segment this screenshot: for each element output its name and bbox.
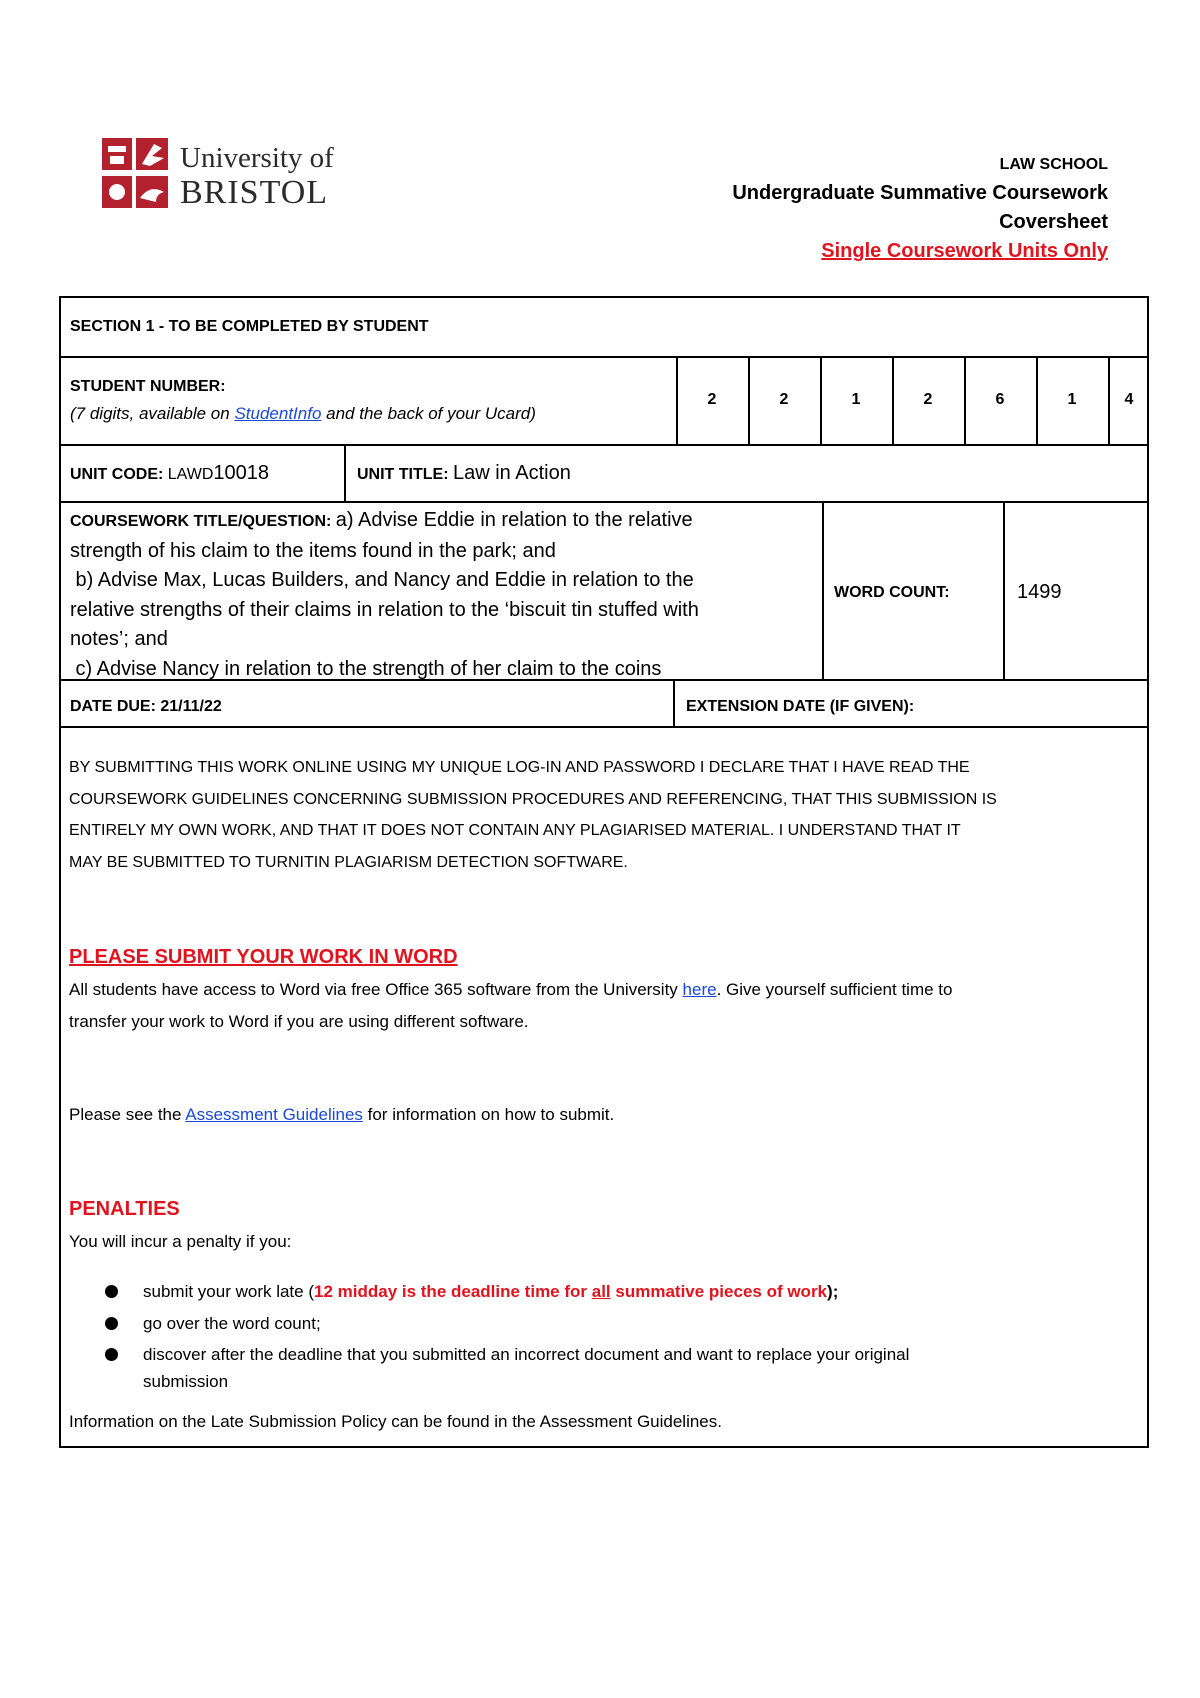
row-divider — [59, 356, 1149, 358]
guidelines-line: Please see the Assessment Guidelines for information on how to submit. — [69, 1105, 615, 1124]
student-number-digit: 4 — [1124, 391, 1134, 408]
student-number-digit: 1 — [851, 391, 861, 408]
extension-date: EXTENSION DATE (IF GIVEN): — [686, 698, 915, 715]
bullet-icon — [105, 1285, 118, 1298]
row-divider — [59, 444, 1149, 446]
unit-title: UNIT TITLE: Law in Action — [357, 462, 571, 484]
student-number-hint: (7 digits, available on StudentInfo and the back of your Ucard) — [70, 404, 536, 423]
student-number-digit: 2 — [923, 391, 933, 408]
cell-divider — [1003, 501, 1005, 679]
studentinfo-link[interactable]: StudentInfo — [234, 404, 322, 423]
penalties-heading: PENALTIES — [69, 1198, 180, 1220]
cell-divider — [673, 679, 675, 726]
logo-text-line1: University of — [180, 142, 334, 174]
row-divider — [59, 501, 1149, 503]
student-number-digit: 6 — [995, 391, 1005, 408]
word-count-label: WORD COUNT: — [834, 584, 950, 601]
word-access-line1: All students have access to Word via free Office 365 software from the University here. Give yourself sufficient time to — [69, 980, 953, 999]
word-count-value: 1499 — [1017, 581, 1062, 603]
doc-title-line1: Undergraduate Summative Coursework — [732, 182, 1108, 204]
cell-divider — [822, 501, 824, 679]
bullet-icon — [105, 1348, 118, 1361]
school-name: LAW SCHOOL — [999, 156, 1108, 173]
date-due: DATE DUE: 21/11/22 — [70, 698, 222, 715]
office365-here-link[interactable]: here — [682, 980, 717, 999]
word-access-line2: transfer your work to Word if you are using different software. — [69, 1012, 529, 1031]
unit-code: UNIT CODE: LAWD10018 — [70, 462, 270, 484]
doc-subtitle: Single Coursework Units Only — [821, 240, 1108, 262]
student-number-label: STUDENT NUMBER: — [70, 378, 226, 395]
student-number-digit: 2 — [779, 391, 789, 408]
penalties-intro: You will incur a penalty if you: — [69, 1232, 292, 1251]
doc-title-line2: Coversheet — [999, 211, 1108, 233]
row-divider — [59, 726, 1149, 728]
bullet-icon — [105, 1317, 118, 1330]
late-policy-line: Information on the Late Submission Policy can be found in the Assessment Guidelines. — [69, 1412, 722, 1431]
student-number-digit: 1 — [1067, 391, 1077, 408]
declaration-text: BY SUBMITTING THIS WORK ONLINE USING MY UNIQUE LOG-IN AND PASSWORD I DECLARE THAT I HAVE READ THE COURSEWORK GUIDELINES CONCERNING SUBMISSION PROCEDURES AND REFERENCING, THAT THIS SUBMISSION IS ENTIRELY MY OWN WORK, AND THAT IT DOES NOT CONTAIN ANY PLAGIARISED MATERIAL. I UNDERSTAND THAT IT MAY BE SUBMITTED TO TURNITIN PLAGIARISM DETECTION SOFTWARE. — [69, 759, 997, 871]
submit-in-word-heading: PLEASE SUBMIT YOUR WORK IN WORD — [69, 946, 458, 968]
student-number-digit: 2 — [707, 391, 717, 408]
assessment-guidelines-link[interactable]: Assessment Guidelines — [185, 1105, 363, 1124]
coursework-question: COURSEWORK TITLE/QUESTION: a) Advise Eddie in relation to the relative strength of his claim to the items found in the park; and b) Advise Max, Lucas Builders, and Nancy and Eddie in relation to the relative strengths of their claims in relation to the ‘biscuit tin stuffed with notes’; and c) Advise Nancy in relation to the strength of her claim to the coins — [70, 509, 699, 680]
cell-divider — [344, 444, 346, 501]
section-title: SECTION 1 - TO BE COMPLETED BY STUDENT — [70, 318, 429, 335]
bristol-crest-icon — [102, 138, 172, 210]
logo-text-line2: BRISTOL — [180, 174, 329, 211]
university-logo — [102, 138, 352, 212]
